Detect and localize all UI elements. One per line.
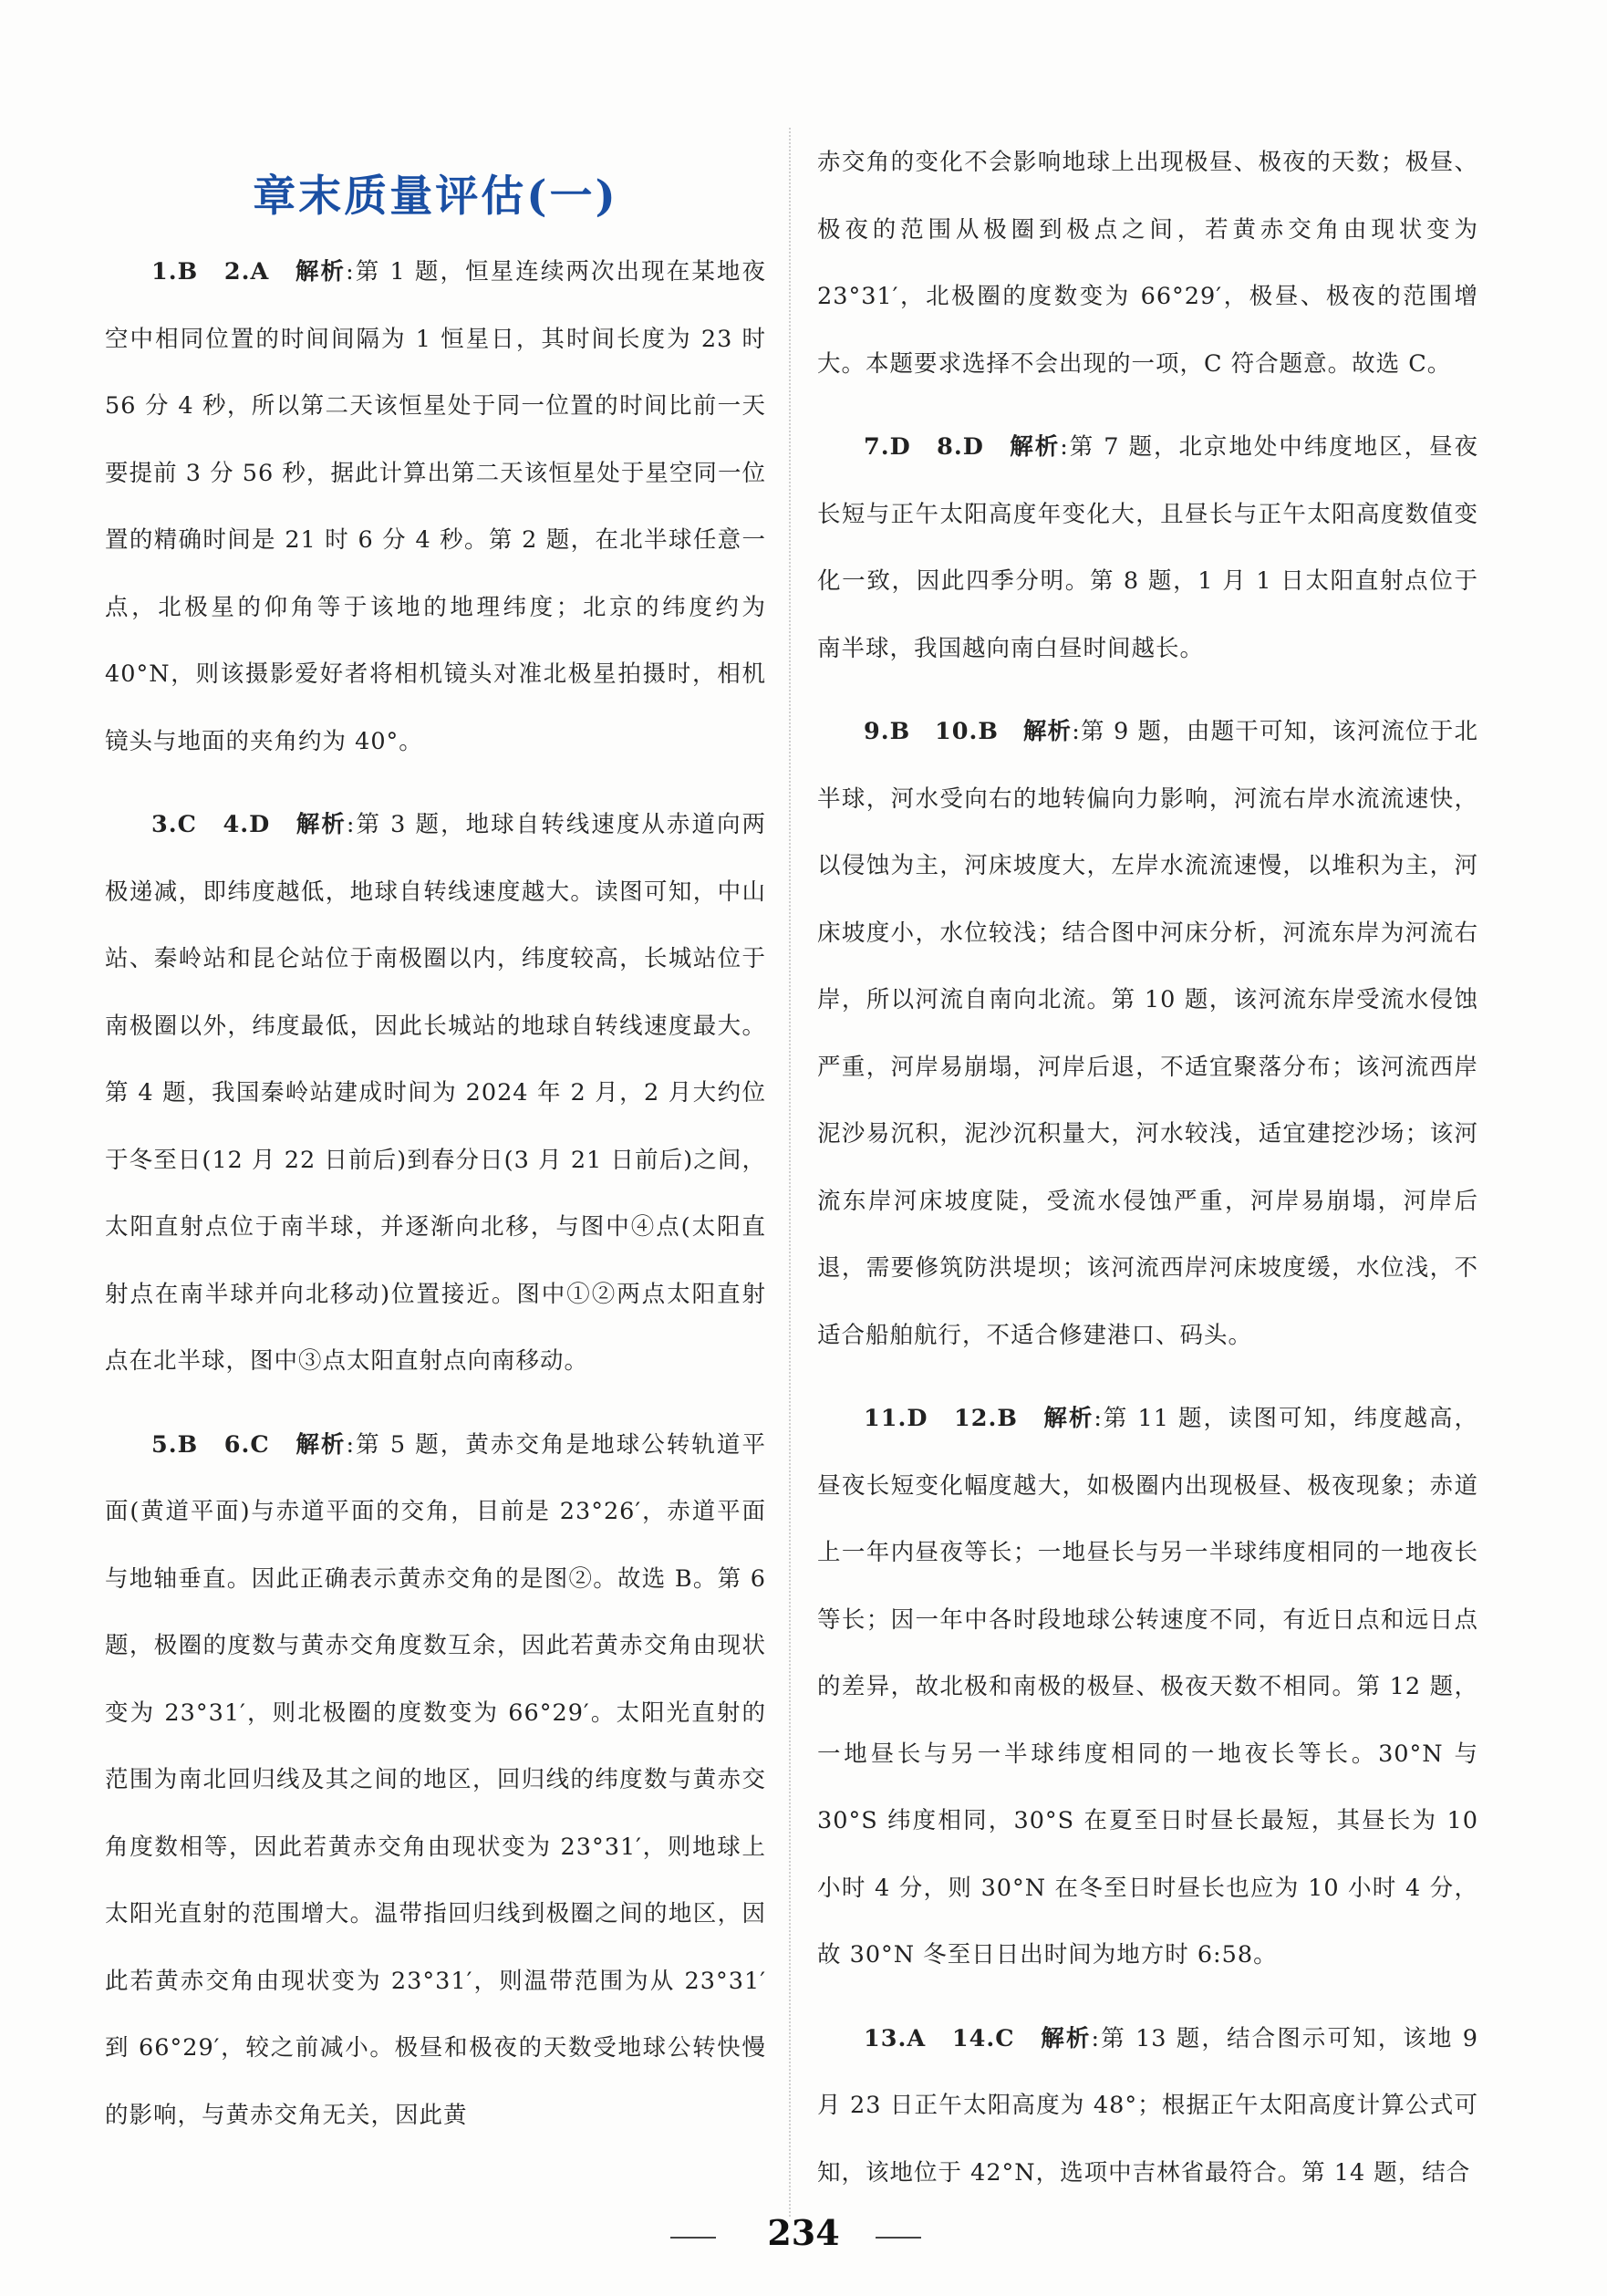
answer-paragraph-13-14 (817, 2006, 1478, 2208)
answer-key: 7.D 8.D (864, 433, 1011, 461)
analysis-label: 解析 (1043, 1405, 1094, 1432)
answer-paragraph-11-12 (817, 1386, 1478, 1990)
analysis-label: 解析 (295, 811, 347, 838)
answer-key: 1.B 2.A (151, 258, 295, 286)
analysis-text: :第 7 题，北京地处中纬度地区，昼夜长短与正午太阳高度年变化大，且昼长与正午太阳高度数值变化一致，因此四季分明。第 8 题，1 月 1 日太阳直射点位于南半球，我国越向南白昼时间越长。 (817, 433, 1478, 662)
analysis-text: :第 11 题，读图可知，纬度越高，昼夜长短变化幅度越大，如极圈内出现极昼、极夜现象；赤道上一年内昼夜等长；一地昼长与另一半球纬度相同的一地夜长等长；因一年中各时段地球公转速度不同，有近日点和远日点的差异，故北极和南极的极昼、极夜天数不相同。第 12 题，一地昼长与另一半球纬度相同的一地夜长等长。30°N 与 30°S 纬度相同，30°S 在夏至日时昼长最短，其昼长为 10 小时 4 分，则 30°N 在冬至日时昼长也应为 10 小时 4 分，故 30°N 冬至日日出时间为地方时 6:58。 (817, 1405, 1478, 1969)
answer-paragraph-1-2 (105, 239, 766, 775)
answer-paragraph-7-8 (817, 414, 1478, 682)
analysis-label: 解析 (295, 258, 347, 286)
answer-paragraph-9-10 (817, 699, 1478, 1369)
answer-key: 13.A 14.C (864, 2024, 1042, 2052)
analysis-text: :第 5 题，黄赤交角是地球公转轨道平面(黄道平面)与赤道平面的交角，目前是 23°26′，赤道平面与地轴垂直。因此正确表示黄赤交角的是图②。故选 B。第 6 题，极圈的度数与黄赤交角度数互余，因此若黄赤交角由现状变为 23°31′，则北极圈的度数变为 66°29′。太阳光直射的范围为南北回归线及其之间的地区，回归线的纬度数与黄赤交角度数相等，因此若黄赤交角由现状变为 23°31′，则地球上太阳光直射的范围增大。温带指回归线到极圈之间的地区，因此若黄赤交角由现状变为 23°31′，则温带范围为从 23°31′到 66°29′，较之前减小。极昼和极夜的天数受地球公转快慢的影响，与黄赤交角无关，因此黄 (105, 1430, 766, 2129)
answer-key: 9.B 10.B (864, 718, 1023, 745)
page-title: 章末质量评估(一) (253, 171, 618, 222)
analysis-text: 赤交角的变化不会影响地球上出现极昼、极夜的天数；极昼、极夜的范围从极圈到极点之间，若黄赤交角由现状变为 23°31′，北极圈的度数变为 66°29′，极昼、极夜的范围增大。本题要求选择不会出现的一项，C 符合题意。故选 C。 (817, 149, 1478, 378)
analysis-label: 解析 (1041, 2024, 1092, 2052)
answer-paragraph-3-4 (105, 792, 766, 1396)
analysis-text: :第 9 题，由题干可知，该河流位于北半球，河水受向右的地转偏向力影响，河流右岸水流流速快，以侵蚀为主，河床坡度大，左岸水流流速慢，以堆积为主，河床坡度小，水位较浅；结合图中河床分析，河流东岸为河流右岸，所以河流自南向北流。第 10 题，该河流东岸受流水侵蚀严重，河岸易崩塌，河岸后退，不适宜聚落分布；该河流西岸泥沙易沉积，泥沙沉积量大，河水较浅，适宜建挖沙场；该河流东岸河床坡度陡，受流水侵蚀严重，河岸易崩塌，河岸后退，需要修筑防洪堤坝；该河流西岸河床坡度缓，水位浅，不适合船舶航行，不适合修建港口、码头。 (817, 718, 1478, 1349)
answer-key: 3.C 4.D (151, 811, 296, 838)
answer-paragraph-5-6 (105, 1412, 766, 2150)
analysis-label: 解析 (295, 1430, 347, 1459)
continued-paragraph (817, 130, 1478, 398)
analysis-text: :第 1 题，恒星连续两次出现在某地夜空中相同位置的时间间隔为 1 恒星日，其时间长度为 23 时 56 分 4 秒，所以第二天该恒星处于同一位置的时间比前一天要提前 3 分 56 秒，据此计算出第二天该恒星处于星空同一位置的精确时间是 21 时 6 分 4 秒。第 2 题，在北半球任意一点，北极星的仰角等于该地的地理纬度；北京的纬度约为 40°N，则该摄影爱好者将相机镜头对准北极星拍摄时，相机镜头与地面的夹角约为 40°。 (105, 258, 766, 755)
column-divider (789, 128, 791, 2217)
left-column (105, 239, 766, 2149)
page-number-dash-right (876, 2237, 921, 2239)
answer-key: 5.B 6.C (151, 1430, 296, 1459)
analysis-label: 解析 (1010, 433, 1061, 461)
analysis-text: :第 3 题，地球自转线速度从赤道向两极递减，即纬度越低，地球自转线速度越大。读图可知，中山站、秦岭站和昆仑站位于南极圈以内，纬度较高，长城站位于南极圈以外，纬度最低，因此长城站的地球自转线速度最大。第 4 题，我国秦岭站建成时间为 2024 年 2 月，2 月大约位于冬至日(12 月 22 日前后)到春分日(3 月 21 日前后)之间，太阳直射点位于南半球，并逐渐向北移，与图中④点(太阳直射点在南半球并向北移动)位置接近。图中①②两点太阳直射点在北半球，图中③点太阳直射点向南移动。 (105, 811, 766, 1375)
page-number: 234 (767, 2212, 840, 2253)
analysis-text: :第 13 题，结合图示可知，该地 9 月 23 日正午太阳高度为 48°；根据正午太阳高度计算公式可知，该地位于 42°N，选项中吉林省最符合。第 14 题，结合 (817, 2024, 1478, 2187)
right-column (817, 130, 1478, 2207)
answer-key: 11.D 12.B (864, 1405, 1044, 1432)
analysis-label: 解析 (1022, 718, 1073, 745)
